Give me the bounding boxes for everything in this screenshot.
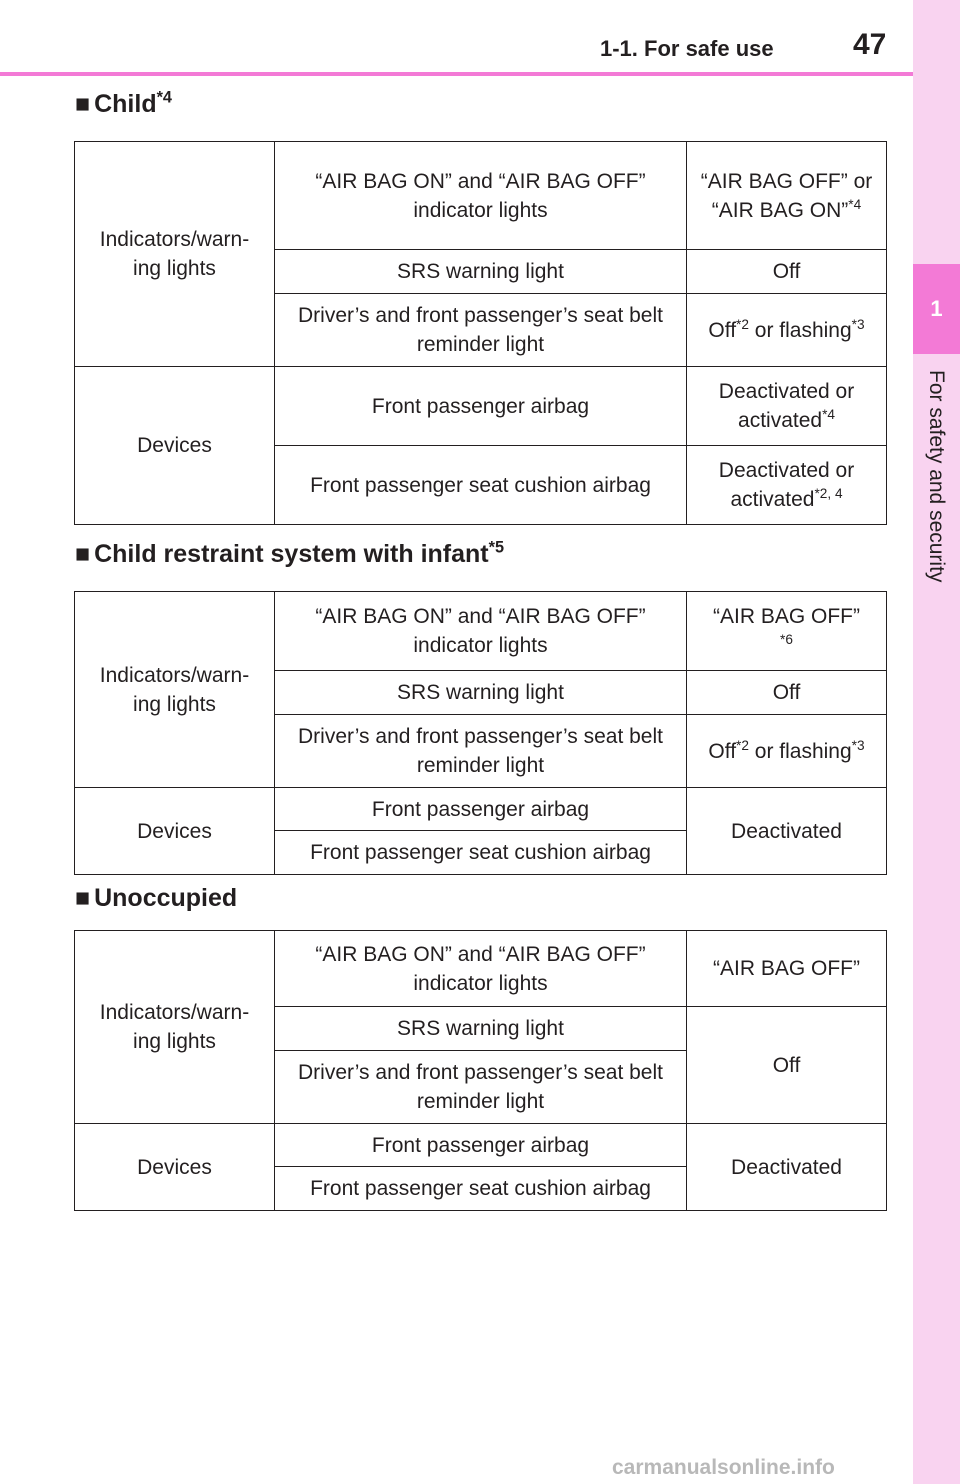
footnote-ref: *4 [156, 88, 172, 107]
section-title: Child [94, 90, 157, 118]
watermark: carmanualsonline.info [612, 1456, 835, 1479]
chapter-side-tab [913, 0, 960, 1484]
srs-warning-value: Off [687, 250, 887, 294]
table-row [75, 1124, 887, 1167]
chapter-label: For safety and security [925, 370, 948, 583]
square-bullet-icon: ■ [75, 884, 91, 912]
seat-cushion-airbag-value: Deactivated or activated$^{*2, 4}$ [687, 446, 887, 525]
airbag-indicator-value: “AIR BAG OFF” $^{*6}$ [687, 592, 887, 671]
table-row [75, 931, 887, 1007]
airbag-indicator-value: “AIR BAG OFF” [687, 931, 887, 1007]
airbag-indicator-lights: “AIR BAG ON” and “AIR BAG OFF” indicator lights [275, 592, 687, 671]
devices-value: Deactivated [687, 788, 887, 875]
devices-value: Deactivated [687, 1124, 887, 1211]
devices-label: Devices [75, 788, 275, 875]
devices-label: Devices [75, 1124, 275, 1211]
srs-warning-value: Off [687, 671, 887, 715]
front-passenger-airbag: Front passenger airbag [275, 788, 687, 831]
srs-belt-value: Off [687, 1007, 887, 1124]
square-bullet-icon: ■ [75, 90, 91, 118]
page-header-title: 1-1. For safe use [600, 36, 774, 61]
section-title: Unoccupied [94, 884, 238, 912]
page-number: 47 [853, 28, 887, 61]
srs-warning-light: SRS warning light [275, 250, 687, 294]
seat-belt-reminder-light: Driver’s and front passenger’s seat belt reminder light [275, 715, 687, 788]
front-passenger-airbag: Front passenger airbag [275, 1124, 687, 1167]
table-row [75, 142, 887, 250]
table-unoccupied [74, 930, 887, 1211]
table-child [74, 141, 887, 525]
section-title: Child restraint system with infant [94, 540, 489, 568]
srs-warning-light: SRS warning light [275, 1007, 687, 1051]
seat-belt-reminder-value: Off$^{*2}$ or flashing$^{*3}$ [687, 715, 887, 788]
seat-cushion-airbag: Front passenger seat cushion airbag [275, 1167, 687, 1211]
section-heading-infant [75, 540, 504, 569]
chapter-number: 1 [930, 296, 943, 321]
footnote-ref: *5 [488, 538, 504, 557]
front-passenger-airbag: Front passenger airbag [275, 367, 687, 446]
indicators-label: Indicators/warn- ing lights [75, 142, 275, 367]
airbag-indicator-value: “AIR BAG OFF” or “AIR BAG ON”$^{*4}$ [687, 142, 887, 250]
indicators-label: Indicators/warn- ing lights [75, 931, 275, 1124]
section-heading-unoccupied [75, 884, 237, 913]
seat-belt-reminder-light: Driver’s and front passenger’s seat belt reminder light [275, 294, 687, 367]
front-passenger-airbag-value: Deactivated or activated$^{*4}$ [687, 367, 887, 446]
devices-label: Devices [75, 367, 275, 525]
table-infant [74, 591, 887, 875]
table-row [75, 367, 887, 446]
section-heading-child [75, 90, 172, 119]
airbag-indicator-lights: “AIR BAG ON” and “AIR BAG OFF” indicator lights [275, 931, 687, 1007]
airbag-indicator-lights: “AIR BAG ON” and “AIR BAG OFF” indicator lights [275, 142, 687, 250]
table-row [75, 788, 887, 831]
indicators-label: Indicators/warn- ing lights [75, 592, 275, 788]
seat-cushion-airbag: Front passenger seat cushion airbag [275, 831, 687, 875]
seat-belt-reminder-light: Driver’s and front passenger’s seat belt reminder light [275, 1051, 687, 1124]
seat-cushion-airbag: Front passenger seat cushion airbag [275, 446, 687, 525]
srs-warning-light: SRS warning light [275, 671, 687, 715]
seat-belt-reminder-value: Off$^{*2}$ or flashing$^{*3}$ [687, 294, 887, 367]
square-bullet-icon: ■ [75, 540, 91, 568]
header-divider [0, 72, 913, 76]
table-row [75, 592, 887, 671]
